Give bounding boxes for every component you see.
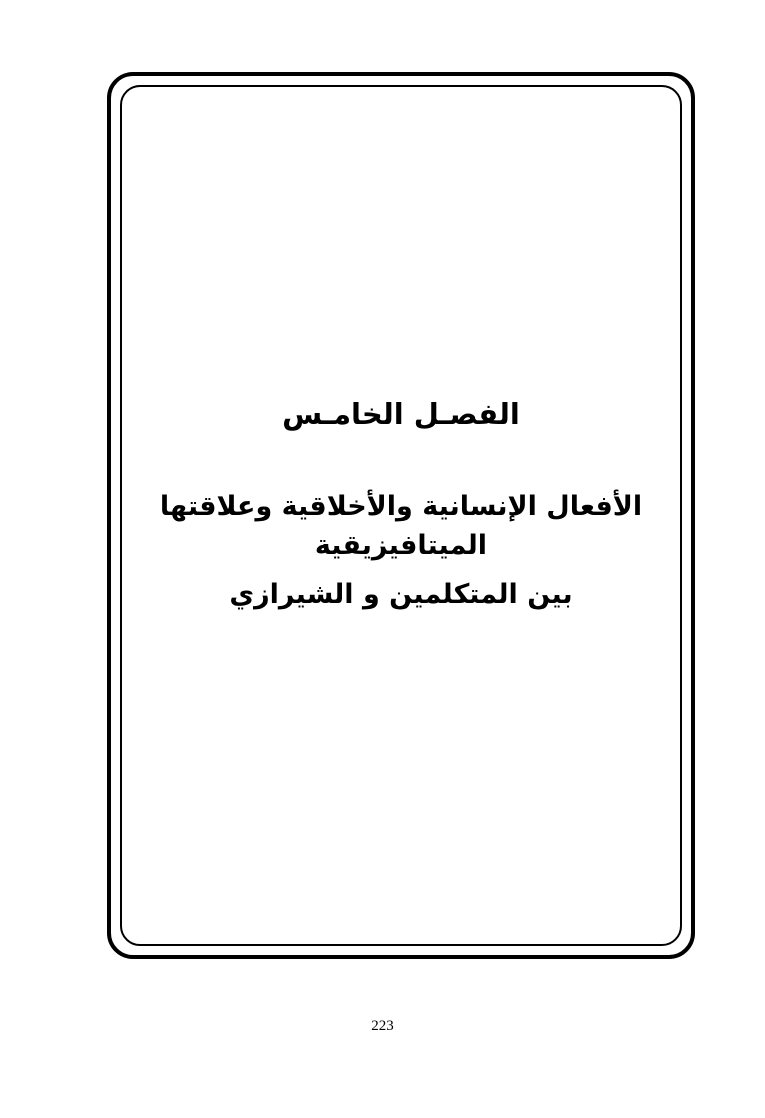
chapter-title-line-3: بين المتكلمين و الشيرازي: [229, 578, 573, 610]
chapter-title-block: [151, 394, 651, 614]
chapter-title-line-2: الميتافيزيقية: [314, 529, 488, 561]
page-number: 223: [371, 1018, 394, 1034]
chapter-label: الفصـل الخامـس: [282, 397, 520, 431]
chapter-title: [151, 487, 651, 614]
page-border-frame: [107, 72, 695, 959]
chapter-title-line-1: الأفعال الإنسانية والأخلاقية وعلاقتها: [159, 490, 643, 522]
